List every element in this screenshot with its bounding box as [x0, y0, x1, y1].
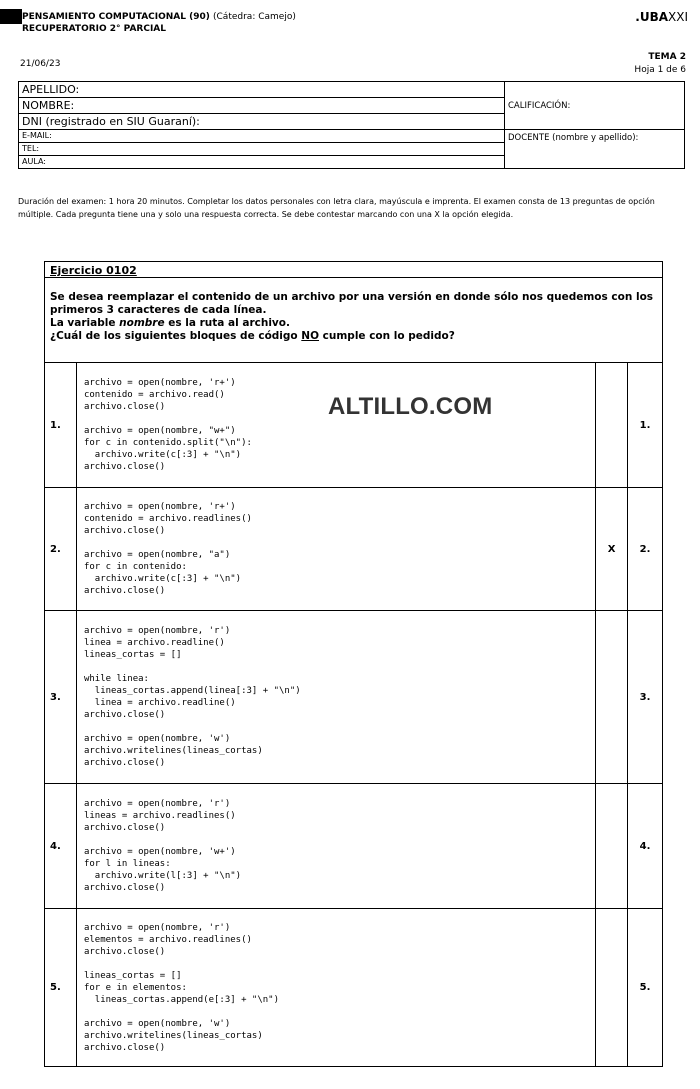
exam-date: 21/06/23 — [20, 59, 61, 69]
option-number-right: 1. — [628, 363, 663, 488]
exercise-question — [50, 291, 655, 343]
answer-box[interactable]: X — [596, 488, 628, 611]
watermark-logo: ALTILLO.COM — [328, 393, 493, 420]
option-row — [45, 611, 663, 784]
divider — [45, 277, 662, 278]
answer-box[interactable] — [596, 611, 628, 784]
page-count: Hoja 1 de 6 — [634, 65, 686, 75]
option-number: 3. — [45, 611, 77, 784]
option-number: 5. — [45, 909, 77, 1067]
answer-box[interactable] — [596, 363, 628, 488]
option-code: archivo = open(nombre, 'r+') contenido = archivo.read() archivo.close() archivo = open(nombre, "w+") for c in contenido.split("\n"): archivo.write(c[:3] + "\n") archivo.close() — [76, 363, 595, 488]
option-code: archivo = open(nombre, 'r') linea = archivo.readline() lineas_cortas = [] while linea: lineas_cortas.append(linea[:3] + "\n") linea = archivo.readline() archivo.close() archivo = open(nombre, 'w') archivo.writelines(lineas_cortas) archivo.close() — [76, 611, 595, 784]
option-number-right: 4. — [628, 784, 663, 909]
question-line-3: ¿Cuál de los siguientes bloques de código NO cumple con lo pedido? — [50, 330, 455, 342]
exercise-header — [44, 261, 663, 363]
option-code: archivo = open(nombre, 'r') elementos = archivo.readlines() archivo.close() lineas_cortas = [] for e in elementos: lineas_cortas.append(e[:3] + "\n") archivo = open(nombre, 'w') archivo.writelines(lineas_cortas) archivo.close() — [76, 909, 595, 1067]
option-row — [45, 784, 663, 909]
option-number-right: 2. — [628, 488, 663, 611]
answer-box[interactable] — [596, 784, 628, 909]
docente-field: DOCENTE (nombre y apellido): — [505, 130, 685, 169]
corner-black-block — [0, 9, 22, 24]
apellido-field[interactable]: APELLIDO: — [19, 82, 505, 98]
option-code: archivo = open(nombre, 'r+') contenido = archivo.readlines() archivo.close() archivo = open(nombre, "a") for c in contenido: archivo.write(c[:3] + "\n") archivo.close() — [76, 488, 595, 611]
course-title: PENSAMIENTO COMPUTACIONAL (90) (Cátedra: Camejo) — [22, 12, 296, 22]
tema-label: TEMA 2 — [648, 52, 686, 62]
nombre-field[interactable]: NOMBRE: — [19, 98, 505, 114]
option-number-right: 3. — [628, 611, 663, 784]
aula-field[interactable]: AULA: — [19, 156, 505, 169]
student-data-table — [18, 81, 685, 169]
option-number: 2. — [45, 488, 77, 611]
uba-logo: .UBAXXI — [635, 10, 688, 24]
exam-instructions: Duración del examen: 1 hora 20 minutos. Completar los datos personales con letra clara, mayúscula e imprenta. El examen consta de 13 preguntas de opción múltiple. Cada pregunta tiene una y solo una respuesta correcta. Se debe contestar marcando con una X la opción elegida. — [18, 197, 655, 219]
option-code: archivo = open(nombre, 'r') lineas = archivo.readlines() archivo.close() archivo = open(nombre, 'w+') for l in lineas: archivo.write(l[:3] + "\n") archivo.close() — [76, 784, 595, 909]
question-line-2: La variable nombre es la ruta al archivo. — [50, 317, 290, 329]
email-field[interactable]: E-MAIL: — [19, 130, 505, 143]
options-table — [44, 362, 663, 1067]
exam-kind: RECUPERATORIO 2° PARCIAL — [22, 24, 166, 34]
answer-box[interactable] — [596, 909, 628, 1067]
chair-name: (Cátedra: Camejo) — [213, 12, 296, 22]
option-number-right: 5. — [628, 909, 663, 1067]
option-number: 4. — [45, 784, 77, 909]
option-row — [45, 909, 663, 1067]
option-number: 1. — [45, 363, 77, 488]
tel-field[interactable]: TEL: — [19, 143, 505, 156]
dni-field[interactable]: DNI (registrado en SIU Guaraní): — [19, 114, 505, 130]
question-line-1: Se desea reemplazar el contenido de un archivo por una versión en donde sólo nos quedemos con los primeros 3 caracteres de cada línea. — [50, 291, 654, 316]
option-row — [45, 363, 663, 488]
option-row — [45, 488, 663, 611]
exercise-title: Ejercicio 0102 — [50, 264, 137, 277]
calificacion-field: CALIFICACIÓN: — [505, 82, 685, 130]
